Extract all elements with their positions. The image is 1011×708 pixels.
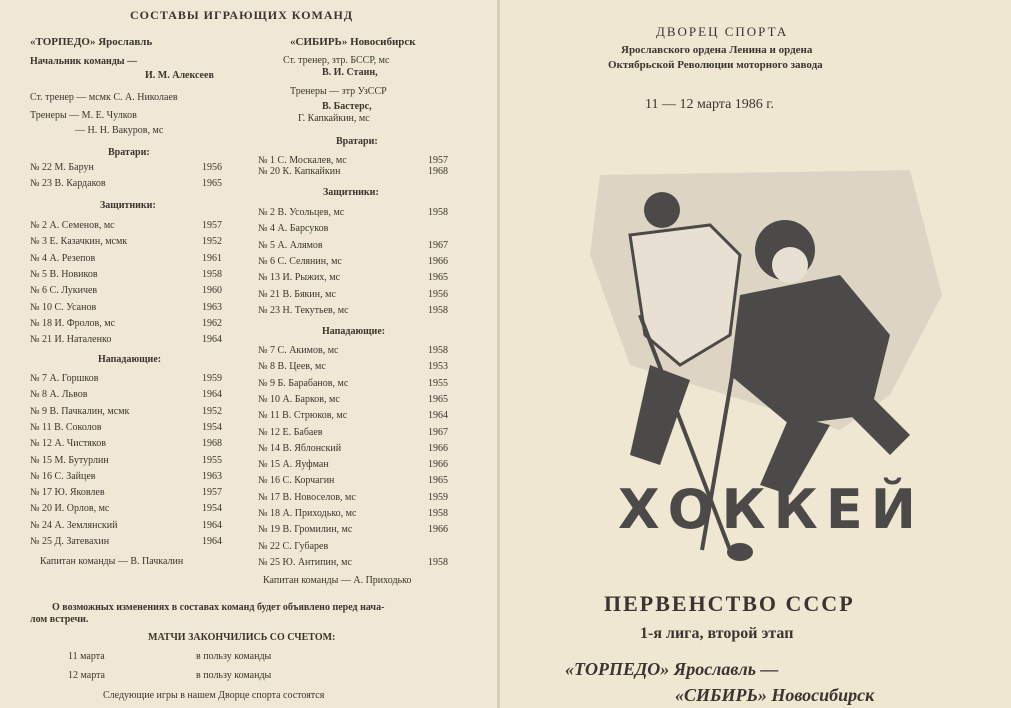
player-birth-year: 1954 xyxy=(202,421,222,433)
notice-line-1: О возможных изменениях в составах команд будет объявлено перед нача- xyxy=(52,602,385,613)
roster-row xyxy=(30,373,222,384)
player-birth-year: 1960 xyxy=(202,285,222,297)
player-name: № 5 А. Алямов xyxy=(258,239,323,251)
player-name: № 23 Н. Текутьев, мс xyxy=(258,304,349,316)
player-name: № 8 А. Львов xyxy=(30,389,88,401)
roster-row xyxy=(30,317,222,329)
team1-trainers-1: Тренеры — М. Е. Чулков xyxy=(30,110,137,121)
roster-row xyxy=(30,389,222,401)
roster-row xyxy=(258,410,448,422)
player-name: № 25 Д. Затевахин xyxy=(30,536,110,547)
player-name: № 15 М. Бутурлин xyxy=(30,454,109,466)
result-text-1: в пользу команды xyxy=(196,651,272,662)
player-name: № 25 Ю. Антипин, мс xyxy=(258,556,352,568)
team1-captain: Капитан команды — В. Пачкалин xyxy=(40,556,184,567)
team1-chief: И. М. Алексеев xyxy=(145,70,214,81)
player-birth-year: 1967 xyxy=(428,426,448,438)
venue-title: ДВОРЕЦ СПОРТА xyxy=(656,24,789,39)
player-name: № 6 С. Селянин, мс xyxy=(258,255,342,267)
player-birth-year: 1964 xyxy=(202,536,222,547)
player-name: № 6 С. Лукичев xyxy=(30,285,98,297)
player-birth-year: 1958 xyxy=(428,508,448,519)
player-name: № 9 В. Пачкалин, мсмк xyxy=(30,405,130,417)
roster-row xyxy=(30,470,222,482)
team2-goalies-title: Вратари: xyxy=(336,136,378,147)
next-games: Следующие игры в нашем Дворце спорта состоятся xyxy=(103,690,325,701)
player-name: № 17 Ю. Яковлев xyxy=(30,487,105,499)
player-name: № 18 А. Приходько, мс xyxy=(258,508,357,519)
roster-row xyxy=(30,438,222,450)
player-name: № 2 А. Семенов, мс xyxy=(30,220,115,231)
team1-trainers-2: — Н. Н. Вакуров, мс xyxy=(75,125,164,136)
player-name: № 3 Е. Казачкин, мсмк xyxy=(30,236,128,248)
team1-name: «ТОРПЕДО» Ярославль xyxy=(30,36,153,48)
player-birth-year: 1959 xyxy=(202,373,222,384)
roster-row xyxy=(258,239,448,251)
org-line-1: Ярославского ордена Ленина и ордена xyxy=(621,44,813,56)
player-name: № 16 С. Зайцев xyxy=(30,470,96,482)
roster-row xyxy=(30,236,222,248)
roster-row xyxy=(258,556,448,568)
player-birth-year: 1965 xyxy=(428,393,448,405)
player-birth-year: 1964 xyxy=(202,334,222,346)
player-name: № 22 М. Барун xyxy=(30,162,94,173)
player-birth-year: 1953 xyxy=(428,361,448,373)
team2-coach-1: Ст. тренер, зтр. БССР, мс xyxy=(283,55,390,66)
player-birth-year: 1966 xyxy=(428,255,448,267)
player-birth-year: 1964 xyxy=(202,389,222,401)
player-birth-year: 1968 xyxy=(428,166,448,177)
team1-head-coach: Ст. тренер — мсмк С. А. Николаев xyxy=(30,92,178,103)
roster-row xyxy=(30,285,222,297)
match-line-2: «СИБИРЬ» Новосибирск xyxy=(675,685,875,705)
roster-row xyxy=(30,268,222,280)
roster-row xyxy=(258,393,448,405)
roster-row xyxy=(258,207,448,218)
roster-row xyxy=(30,487,222,499)
player-name: № 15 А. Яуфман xyxy=(258,459,329,471)
player-birth-year: 1956 xyxy=(428,288,448,300)
player-birth-year: 1958 xyxy=(428,345,448,356)
roster-row xyxy=(30,405,222,417)
roster-row xyxy=(30,178,222,189)
roster-row xyxy=(258,508,448,519)
team2-coach-2: В. И. Стаин, xyxy=(322,67,378,78)
player-name: № 10 А. Барков, мс xyxy=(258,393,340,405)
player-name: № 4 А. Барсуков xyxy=(258,223,329,235)
player-birth-year: 1958 xyxy=(428,304,448,316)
player-birth-year: 1966 xyxy=(428,459,448,471)
roster-row xyxy=(30,536,222,547)
player-name: № 7 А. Горшков xyxy=(30,373,99,384)
roster-row xyxy=(258,304,448,316)
team2-name: «СИБИРЬ» Новосибирск xyxy=(290,36,416,48)
player-name: № 16 С. Корчагин xyxy=(258,475,335,487)
roster-row xyxy=(258,223,328,234)
results-title: МАТЧИ ЗАКОНЧИЛИСЬ СО СЧЕТОМ: xyxy=(148,632,336,643)
player-birth-year: 1952 xyxy=(202,405,222,417)
roster-row xyxy=(258,442,448,454)
team2-forwards-title: Нападающие: xyxy=(322,326,386,337)
hockey-logo-word: ХОККЕЙ xyxy=(618,478,924,541)
championship-title: ПЕРВЕНСТВО СССР xyxy=(604,591,855,616)
team2-trainers-2: В. Бастерс, xyxy=(322,101,372,112)
player-name: № 7 С. Акимов, мс xyxy=(258,345,339,356)
player-name: № 12 Е. Бабаев xyxy=(258,426,323,438)
result-text-2: в пользу команды xyxy=(196,670,272,681)
player-birth-year: 1955 xyxy=(428,377,448,389)
player-name: № 12 А. Чистяков xyxy=(30,438,106,450)
player-birth-year: 1965 xyxy=(428,272,448,284)
roster-row xyxy=(258,272,448,284)
roster-row xyxy=(258,541,328,552)
player-birth-year: 1963 xyxy=(202,470,222,482)
roster-row xyxy=(30,454,222,466)
team1-chief-label: Начальник команды — xyxy=(30,56,138,67)
roster-row xyxy=(258,345,448,356)
roster-row xyxy=(30,252,222,264)
team1-goalies-title: Вратари: xyxy=(108,147,150,158)
player-birth-year: 1963 xyxy=(202,301,222,313)
player-birth-year: 1958 xyxy=(428,207,448,218)
team2-trainers-3: Г. Капкайкин, мс xyxy=(298,113,370,124)
player-name: № 22 С. Губарев xyxy=(258,540,329,552)
roster-row xyxy=(30,220,222,231)
player-birth-year: 1962 xyxy=(202,317,222,329)
player-name: № 19 В. Громилин, мс xyxy=(258,524,353,536)
roster-row xyxy=(30,519,222,531)
roster-row xyxy=(30,421,222,433)
player-name: № 4 А. Резепов xyxy=(30,252,96,264)
roster-row xyxy=(258,426,448,438)
roster-row xyxy=(30,334,222,346)
right-page xyxy=(500,0,1011,708)
player-birth-year: 1958 xyxy=(428,556,448,568)
roster-row xyxy=(258,475,448,487)
player-birth-year: 1964 xyxy=(428,410,448,422)
player-birth-year: 1952 xyxy=(202,236,222,248)
player-name: № 20 И. Орлов, мс xyxy=(30,503,110,515)
player-birth-year: 1959 xyxy=(428,491,448,503)
player-name: № 9 Б. Барабанов, мс xyxy=(258,377,349,389)
roster-row xyxy=(258,255,448,267)
player-birth-year: 1955 xyxy=(202,454,222,466)
team1-defense-title: Защитники: xyxy=(100,200,156,211)
player-name: № 10 С. Усанов xyxy=(30,301,97,313)
roster-row xyxy=(30,162,222,173)
player-name: № 14 В. Яблонский xyxy=(258,442,342,454)
player-name: № 8 В. Цеев, мс xyxy=(258,361,326,373)
notice-line-2: лом встречи. xyxy=(30,614,89,625)
player-name: № 21 И. Наталенко xyxy=(30,334,112,346)
roster-row xyxy=(258,377,448,389)
player-birth-year: 1956 xyxy=(202,162,222,173)
player-birth-year: 1954 xyxy=(202,503,222,515)
match-dates: 11 — 12 марта 1986 г. xyxy=(645,97,774,112)
roster-row xyxy=(258,491,448,503)
roster-row xyxy=(258,459,448,471)
team2-defense-title: Защитники: xyxy=(323,187,379,198)
player-birth-year: 1967 xyxy=(428,239,448,251)
result-date-2: 12 марта xyxy=(68,670,105,681)
result-date-1: 11 марта xyxy=(68,651,105,662)
roster-row xyxy=(30,503,222,515)
player-name: № 21 В. Бякин, мс xyxy=(258,288,336,300)
player-birth-year: 1961 xyxy=(202,252,222,264)
roster-row xyxy=(258,361,448,373)
team2-trainers-1: Тренеры — зтр УзССР xyxy=(290,86,387,97)
team2-captain: Капитан команды — А. Приходько xyxy=(263,575,412,586)
roster-row xyxy=(258,155,448,166)
player-name: № 20 К. Капкайкин xyxy=(258,166,341,177)
player-birth-year: 1964 xyxy=(202,519,222,531)
team1-forwards-title: Нападающие: xyxy=(98,354,162,365)
player-name: № 2 В. Усольцев, мс xyxy=(258,207,345,218)
player-birth-year: 1958 xyxy=(202,268,222,280)
player-name: № 11 В. Стрюков, мс xyxy=(258,410,348,422)
rosters-heading: СОСТАВЫ ИГРАЮЩИХ КОМАНД xyxy=(130,8,354,22)
left-page xyxy=(0,0,498,708)
org-line-2: Октябрьской Революции моторного завода xyxy=(608,59,823,71)
player-birth-year: 1957 xyxy=(202,220,222,231)
player-name: № 18 И. Фролов, мс xyxy=(30,317,116,329)
player-birth-year: 1965 xyxy=(202,178,222,189)
player-name: № 23 В. Кардаков xyxy=(30,178,106,189)
player-birth-year: 1968 xyxy=(202,438,222,450)
player-birth-year: 1966 xyxy=(428,442,448,454)
player-name: № 17 В. Новоселов, мс xyxy=(258,491,356,503)
player-birth-year: 1957 xyxy=(428,155,448,166)
player-name: № 11 В. Соколов xyxy=(30,421,102,433)
player-birth-year: 1957 xyxy=(202,487,222,499)
roster-row xyxy=(258,166,448,177)
player-name: № 24 А. Землянский xyxy=(30,519,118,531)
player-name: № 13 И. Рыжих, мс xyxy=(258,272,341,284)
roster-row xyxy=(258,524,448,536)
player-name: № 5 В. Новиков xyxy=(30,268,98,280)
roster-row xyxy=(30,301,222,313)
league-stage: 1-я лига, второй этап xyxy=(640,625,794,642)
player-name: № 1 С. Москалев, мс xyxy=(258,155,347,166)
match-line-1: «ТОРПЕДО» Ярославль — xyxy=(565,659,779,679)
player-birth-year: 1965 xyxy=(428,475,448,487)
player-birth-year: 1966 xyxy=(428,524,448,536)
roster-row xyxy=(258,288,448,300)
